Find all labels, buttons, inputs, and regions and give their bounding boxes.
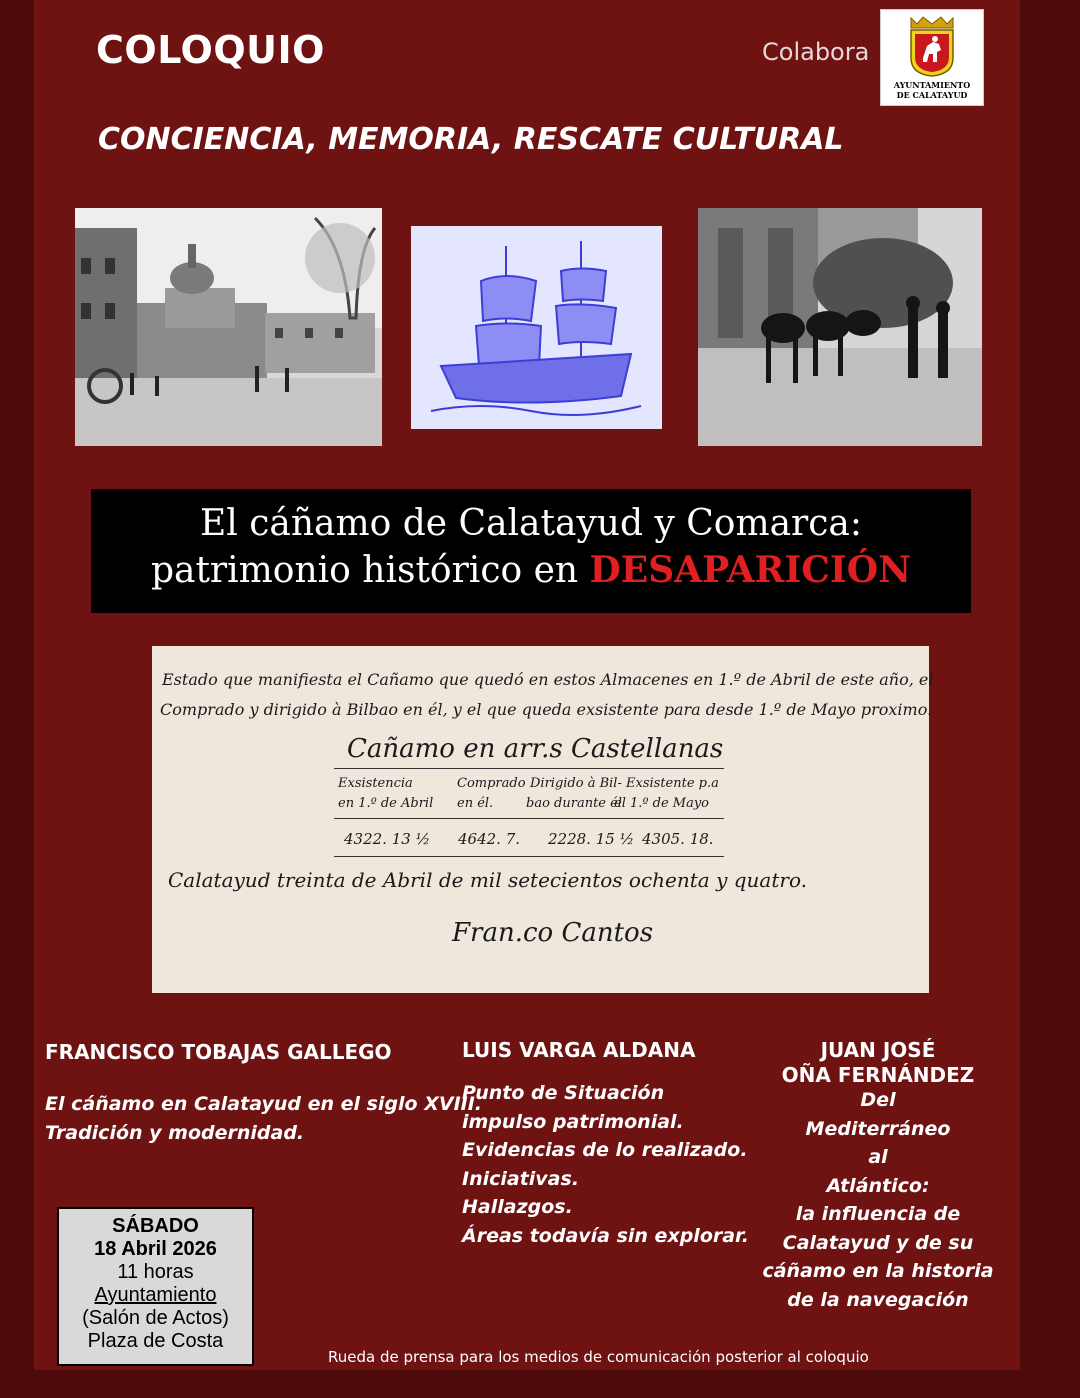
- speaker-3-talk-line: Calatayud y de su: [782, 1231, 974, 1254]
- logo-text-line-1: AYUNTAMIENTO: [893, 80, 971, 90]
- manuscript-col-3-header-1: Dirigido à Bil-: [530, 776, 622, 791]
- speaker-3-talk-line: la influencia de: [795, 1203, 961, 1225]
- frame-left: [0, 0, 34, 1398]
- collaborates-label: Colabora: [762, 38, 870, 66]
- manuscript-rule: [334, 856, 724, 857]
- speaker-2-talk-line: impulso patrimonial.: [462, 1110, 684, 1133]
- manuscript-col-2-value: 4642. 7.: [458, 830, 521, 848]
- speaker-2-name: LUIS VARGA ALDANA: [462, 1038, 696, 1062]
- hemp-manuscript-document: [152, 646, 934, 993]
- manuscript-signature: Fran.co Cantos: [452, 918, 654, 948]
- speaker-1-talk: [45, 1090, 482, 1147]
- speaker-3-talk-line: Atlántico:: [826, 1174, 930, 1197]
- speaker-2-talk-line: Evidencias de lo realizado.: [462, 1139, 748, 1161]
- frame-bottom: [0, 1370, 1080, 1398]
- event-day: SÁBADO: [112, 1215, 199, 1237]
- speaker-1-talk-line: El cáñamo en Calatayud en el siglo XVIII.: [45, 1093, 482, 1115]
- speaker-3-talk-line: de la navegación: [787, 1288, 969, 1311]
- manuscript-line-1: Estado que manifiesta el Cañamo que quedó en estos Almacenes en 1.º de Abril de este año, el: [162, 670, 934, 689]
- event-place: Plaza de Costa: [87, 1330, 224, 1352]
- speaker-3-name-line: JUAN JOSÉ: [820, 1038, 936, 1062]
- speaker-2-talk-line: Áreas todavía sin explorar.: [462, 1224, 749, 1247]
- manuscript-rule: [334, 818, 724, 819]
- title-line-2: [91, 549, 971, 591]
- speaker-3-name-line: OÑA FERNÁNDEZ: [781, 1063, 975, 1087]
- speaker-3-talk-line: al: [868, 1146, 888, 1168]
- event-room: (Salón de Actos): [82, 1307, 229, 1329]
- speaker-3-talk-line: Mediterráneo: [805, 1117, 951, 1140]
- logo-text-line-2: DE CALATAYUD: [896, 90, 968, 100]
- speaker-1-talk-line: Tradición y modernidad.: [45, 1121, 305, 1144]
- manuscript-col-1-value: 4322. 13 ½: [344, 830, 431, 848]
- sailing-ship-drawing: [411, 226, 662, 429]
- logo-text: [881, 80, 983, 100]
- speaker-3-talk-line: cáñamo en la historia: [762, 1260, 994, 1282]
- city-council-logo: [880, 9, 984, 106]
- manuscript-line-2: Comprado y dirigido à Bilbao en él, y el que queda exsistente para desde 1.º de Mayo proximo.: [160, 700, 933, 719]
- coat-of-arms-icon: [903, 14, 961, 78]
- manuscript-rule: [334, 768, 724, 769]
- speaker-3-talk-line: Del: [860, 1089, 896, 1111]
- manuscript-col-4-value: 4305. 18.: [642, 830, 714, 848]
- frame-right: [1020, 0, 1080, 1398]
- town-square-photo: [75, 208, 382, 446]
- manuscript-col-4-header-2: el 1.º de Mayo: [614, 796, 710, 811]
- event-info-box: [57, 1207, 254, 1366]
- manuscript-col-1-header-2: en 1.º de Abril: [338, 796, 434, 811]
- event-time: 11 horas: [117, 1261, 194, 1283]
- speaker-3-name: [768, 1038, 988, 1088]
- manuscript-col-4-header-1: Exsistente p.a: [626, 776, 719, 791]
- event-date: 18 Abril 2026: [94, 1238, 217, 1260]
- manuscript-closing: Calatayud treinta de Abril de mil setecientos ochenta y quatro.: [168, 868, 807, 892]
- manuscript-col-2-header-2: en él.: [457, 796, 494, 811]
- event-venue-link[interactable]: Ayuntamiento: [94, 1284, 217, 1306]
- title-line-1: El cáñamo de Calatayud y Comarca:: [199, 503, 863, 544]
- manuscript-col-2-header-1: Comprado: [457, 776, 526, 791]
- speaker-3-talk: [758, 1086, 998, 1314]
- manuscript-col-3-value: 2228. 15 ½: [548, 830, 635, 848]
- speaker-2-talk-line: Iniciativas.: [462, 1167, 580, 1190]
- speaker-2-talk: [462, 1079, 749, 1250]
- speaker-2-talk-line: Hallazgos.: [462, 1196, 573, 1218]
- manuscript-col-1-header-1: Exsistencia: [338, 776, 413, 791]
- speaker-2-talk-line: Punto de Situación: [462, 1082, 665, 1104]
- manuscript-col-3-header-2: bao durante él: [526, 796, 622, 811]
- title-line-2-prefix: patrimonio histórico en: [150, 550, 590, 591]
- title-highlight: DESAPARICIÓN: [589, 549, 912, 591]
- manuscript-heading: Cañamo en arr.s Castellanas: [347, 734, 724, 764]
- hemp-cart-photo: [698, 208, 982, 446]
- talk-title: [91, 489, 971, 613]
- event-type-heading: COLOQUIO: [96, 28, 325, 72]
- subtitle: CONCIENCIA, MEMORIA, RESCATE CULTURAL: [98, 122, 844, 157]
- press-note: Rueda de prensa para los medios de comunicación posterior al coloquio: [328, 1348, 869, 1366]
- speaker-1-name: FRANCISCO TOBAJAS GALLEGO: [45, 1040, 392, 1064]
